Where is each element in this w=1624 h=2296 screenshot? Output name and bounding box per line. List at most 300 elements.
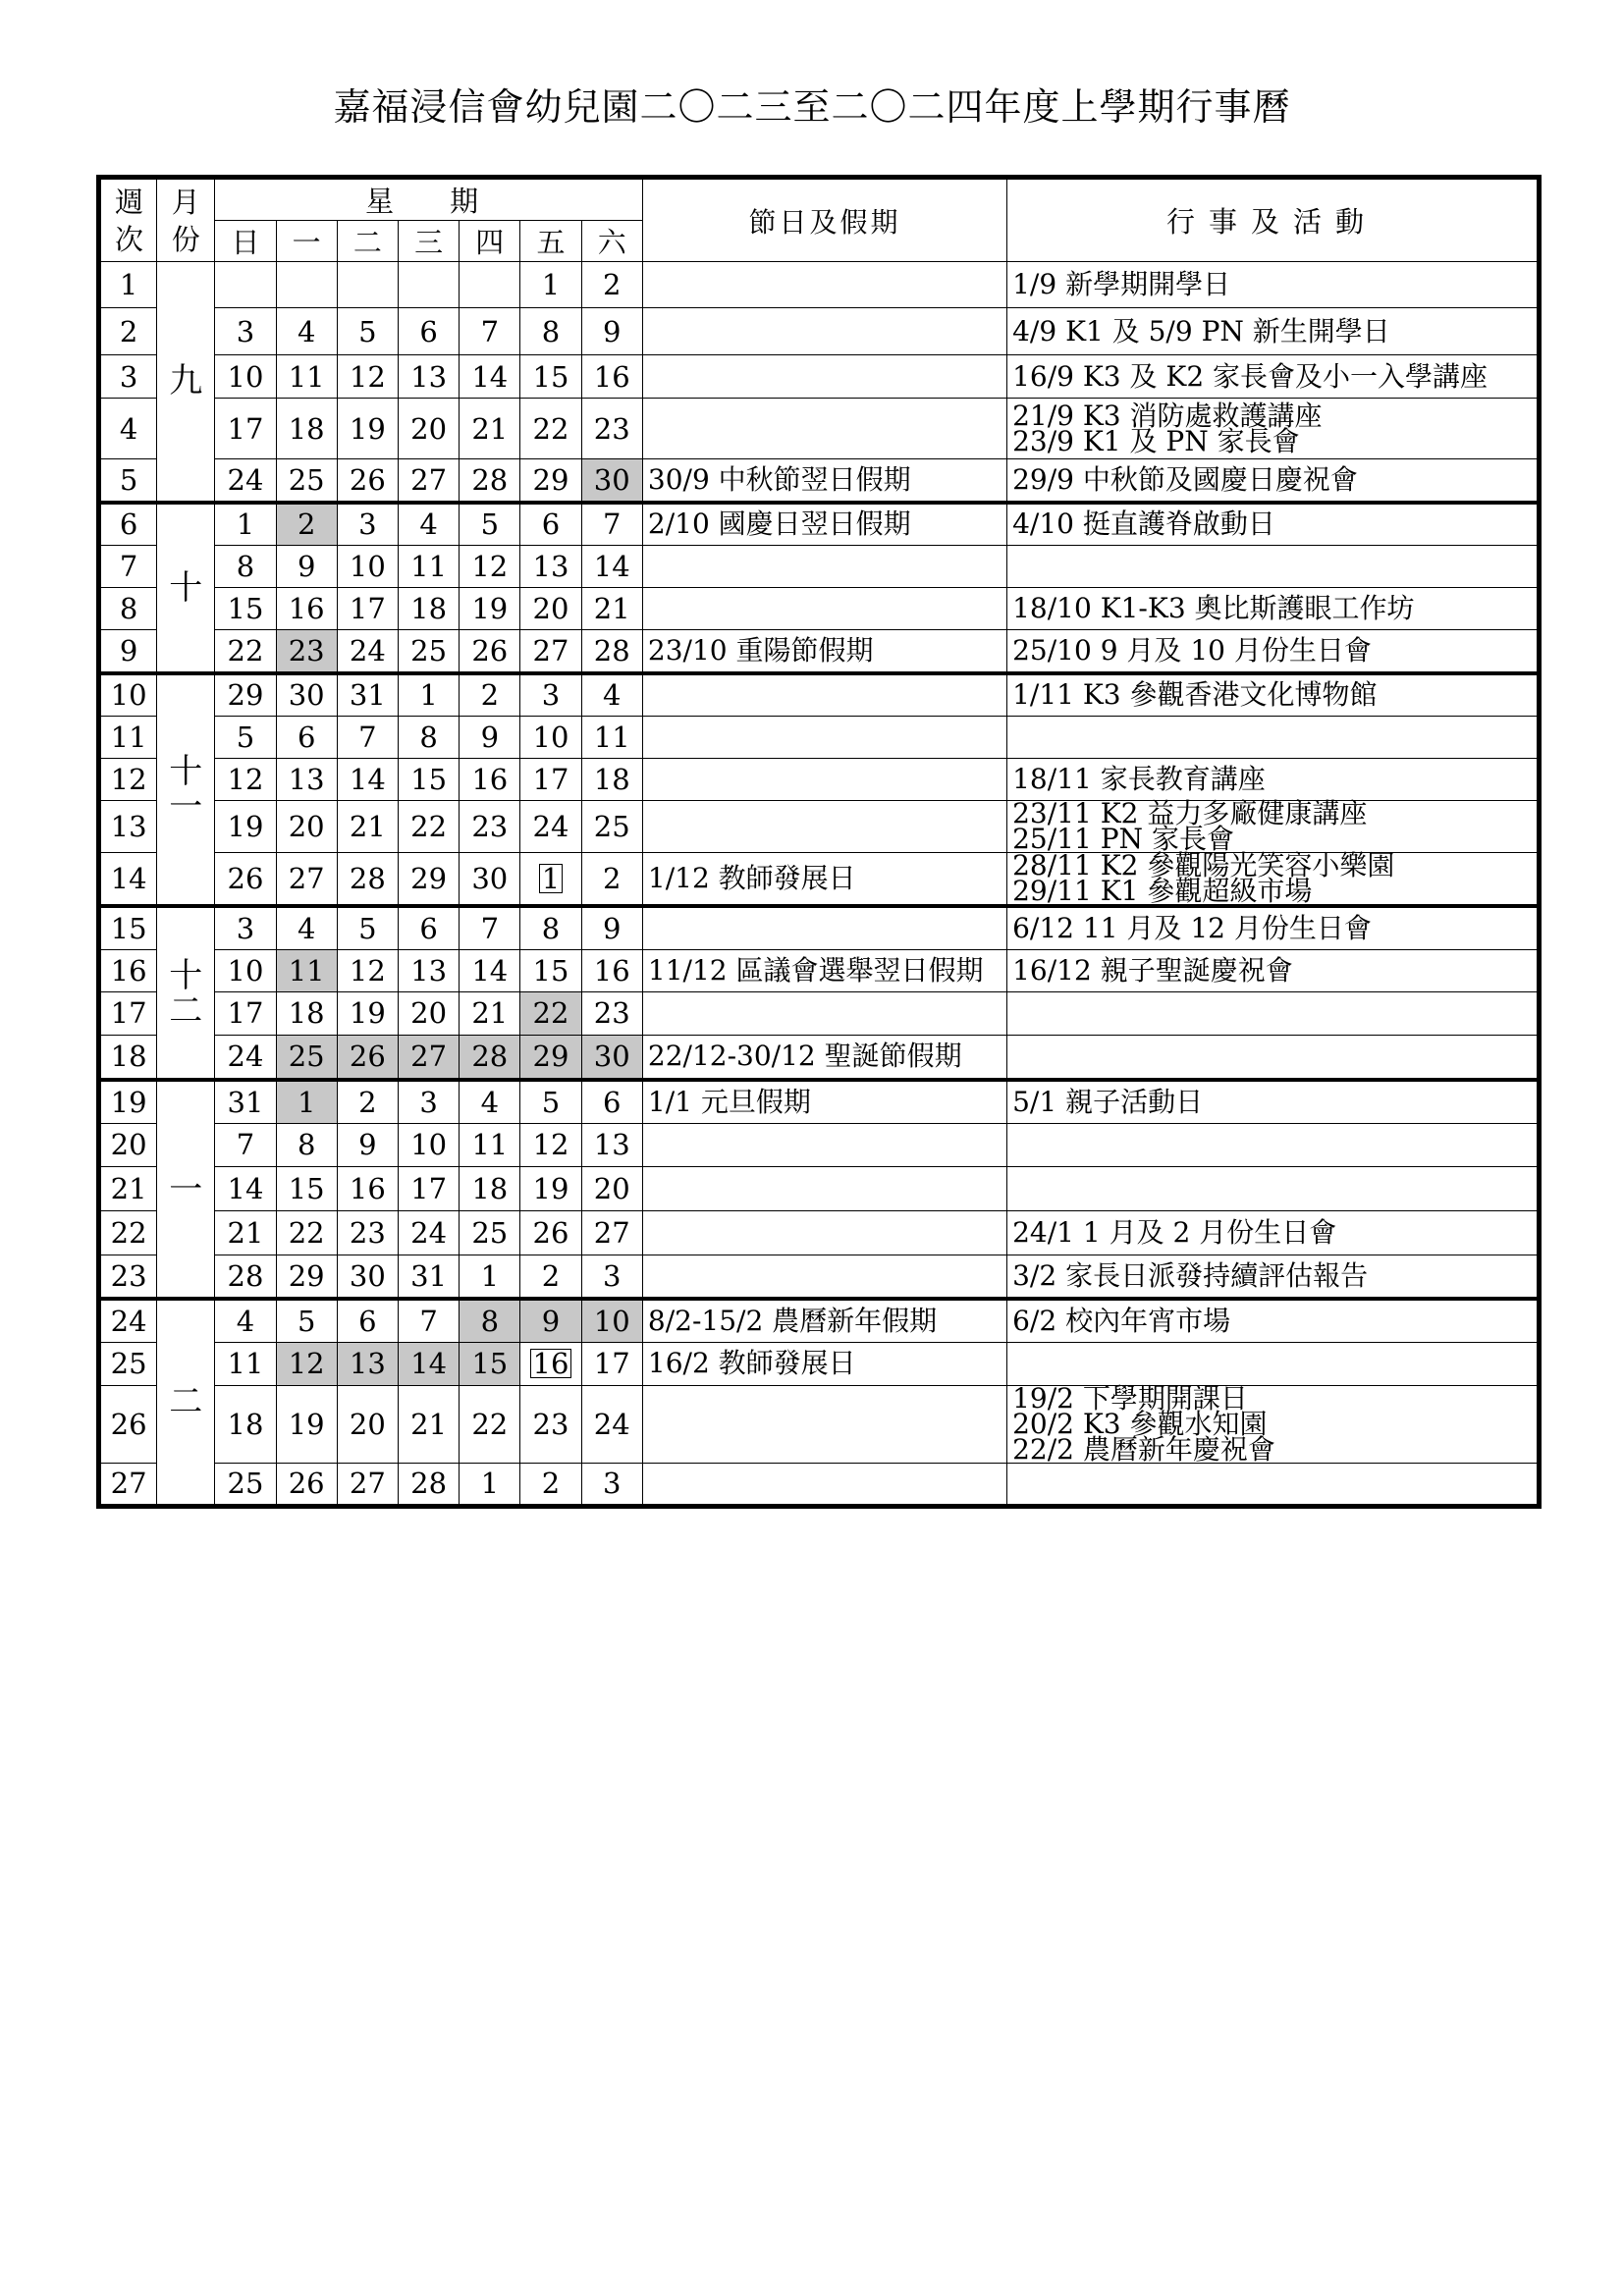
day-cell: 20 bbox=[398, 399, 459, 459]
week-number: 10 bbox=[99, 673, 157, 717]
week-row bbox=[99, 1385, 1540, 1463]
day-cell: 9 bbox=[460, 717, 520, 759]
holiday-cell bbox=[642, 262, 1006, 308]
day-cell: 23 bbox=[337, 1210, 398, 1255]
day-cell: 12 bbox=[215, 759, 276, 801]
week-row bbox=[99, 1463, 1540, 1506]
day-cell: 5 bbox=[520, 1080, 581, 1123]
day-cell: 23 bbox=[581, 991, 642, 1035]
holiday-cell bbox=[642, 1385, 1006, 1463]
activity-item: 6/2 校內年宵市場 bbox=[1012, 1304, 1231, 1337]
holiday-day-cell: 12 bbox=[276, 1342, 337, 1385]
day-cell: 19 bbox=[276, 1385, 337, 1463]
day-cell: 2 bbox=[581, 262, 642, 308]
week-row bbox=[99, 1210, 1540, 1255]
holiday-cell bbox=[642, 308, 1006, 355]
day-cell bbox=[276, 262, 337, 308]
day-cell: 12 bbox=[337, 949, 398, 991]
week-number: 16 bbox=[99, 949, 157, 991]
day-cell: 4 bbox=[398, 503, 459, 546]
day-cell: 16 bbox=[581, 355, 642, 399]
day-cell: 10 bbox=[215, 355, 276, 399]
header-weekday: 五 bbox=[520, 221, 581, 262]
day-cell: 27 bbox=[398, 459, 459, 503]
holiday-cell bbox=[642, 1463, 1006, 1506]
day-cell: 2 bbox=[581, 853, 642, 907]
holiday-cell bbox=[642, 1255, 1006, 1299]
day-cell: 18 bbox=[581, 759, 642, 801]
day-cell: 11 bbox=[398, 546, 459, 588]
day-cell: 25 bbox=[581, 801, 642, 853]
week-number: 23 bbox=[99, 1255, 157, 1299]
activity-item: 16/12 親子聖誕慶祝會 bbox=[1012, 953, 1293, 987]
day-cell: 22 bbox=[460, 1385, 520, 1463]
holiday-day-cell: 22 bbox=[520, 991, 581, 1035]
day-cell: 28 bbox=[581, 630, 642, 673]
activity-item: 20/2 K3 參觀水知園 bbox=[1012, 1407, 1268, 1440]
holiday-cell bbox=[642, 355, 1006, 399]
week-number: 12 bbox=[99, 759, 157, 801]
day-cell: 3 bbox=[581, 1255, 642, 1299]
holiday-cell bbox=[642, 991, 1006, 1035]
day-cell: 25 bbox=[215, 1463, 276, 1506]
day-cell: 24 bbox=[337, 630, 398, 673]
holiday-day-cell: 10 bbox=[581, 1299, 642, 1342]
week-number: 14 bbox=[99, 853, 157, 907]
activity-item: 23/9 K1 及 PN 家長會 bbox=[1012, 424, 1300, 457]
day-cell: 1 bbox=[460, 1255, 520, 1299]
day-cell: 16 bbox=[581, 949, 642, 991]
holiday-cell: 1/12 教師發展日 bbox=[642, 853, 1006, 907]
day-cell: 20 bbox=[276, 801, 337, 853]
day-cell: 23 bbox=[581, 399, 642, 459]
activity-item: 23/11 K2 益力多廠健康講座 bbox=[1012, 797, 1368, 829]
day-cell: 1 bbox=[460, 1463, 520, 1506]
activity-item: 25/11 PN 家長會 bbox=[1012, 823, 1234, 855]
day-cell bbox=[337, 262, 398, 308]
header-weekday: 六 bbox=[581, 221, 642, 262]
month-label: 十一 bbox=[157, 673, 215, 907]
week-row bbox=[99, 459, 1540, 503]
day-cell: 28 bbox=[337, 853, 398, 907]
holiday-cell bbox=[642, 1210, 1006, 1255]
activity-item: 25/10 9 月及 10 月份生日會 bbox=[1012, 633, 1372, 667]
day-cell: 3 bbox=[520, 673, 581, 717]
day-cell: 5 bbox=[276, 1299, 337, 1342]
day-cell: 3 bbox=[581, 1463, 642, 1506]
day-cell: 18 bbox=[276, 991, 337, 1035]
activities-cell bbox=[1007, 546, 1540, 588]
day-cell: 25 bbox=[460, 1210, 520, 1255]
week-row bbox=[99, 262, 1540, 308]
day-cell: 26 bbox=[276, 1463, 337, 1506]
holiday-cell bbox=[642, 1123, 1006, 1166]
day-cell bbox=[520, 1342, 581, 1385]
day-cell: 29 bbox=[398, 853, 459, 907]
activity-item: 18/11 家長教育講座 bbox=[1012, 763, 1266, 795]
day-cell: 27 bbox=[581, 1210, 642, 1255]
day-cell: 24 bbox=[520, 801, 581, 853]
holiday-cell bbox=[642, 801, 1006, 853]
day-cell: 18 bbox=[215, 1385, 276, 1463]
activities-cell bbox=[1007, 1035, 1540, 1080]
header-weekday: 日 bbox=[215, 221, 276, 262]
holiday-day-cell: 13 bbox=[337, 1342, 398, 1385]
holiday-day-cell: 11 bbox=[276, 949, 337, 991]
activities-cell bbox=[1007, 949, 1540, 991]
activities-cell bbox=[1007, 262, 1540, 308]
activities-cell bbox=[1007, 588, 1540, 630]
week-row bbox=[99, 949, 1540, 991]
day-cell: 23 bbox=[460, 801, 520, 853]
activities-cell bbox=[1007, 759, 1540, 801]
week-number: 2 bbox=[99, 308, 157, 355]
day-cell: 21 bbox=[460, 991, 520, 1035]
day-cell: 1 bbox=[398, 673, 459, 717]
day-cell: 10 bbox=[520, 717, 581, 759]
day-cell: 6 bbox=[337, 1299, 398, 1342]
day-cell: 3 bbox=[337, 503, 398, 546]
day-cell: 18 bbox=[460, 1166, 520, 1210]
week-row bbox=[99, 1299, 1540, 1342]
day-cell: 27 bbox=[520, 630, 581, 673]
day-cell: 26 bbox=[215, 853, 276, 907]
day-cell bbox=[215, 262, 276, 308]
week-row bbox=[99, 853, 1540, 907]
day-cell: 24 bbox=[215, 459, 276, 503]
holiday-day-cell: 25 bbox=[276, 1035, 337, 1080]
day-cell: 7 bbox=[215, 1123, 276, 1166]
day-cell: 30 bbox=[276, 673, 337, 717]
holiday-cell: 1/1 元旦假期 bbox=[642, 1080, 1006, 1123]
week-row bbox=[99, 630, 1540, 673]
holiday-day-cell: 30 bbox=[581, 459, 642, 503]
day-cell: 8 bbox=[520, 906, 581, 949]
day-cell: 6 bbox=[398, 308, 459, 355]
holiday-day-cell: 28 bbox=[460, 1035, 520, 1080]
day-cell: 19 bbox=[215, 801, 276, 853]
day-cell: 5 bbox=[460, 503, 520, 546]
day-cell: 29 bbox=[215, 673, 276, 717]
week-number: 3 bbox=[99, 355, 157, 399]
week-number: 6 bbox=[99, 503, 157, 546]
day-cell: 22 bbox=[520, 399, 581, 459]
week-number: 17 bbox=[99, 991, 157, 1035]
header-week: 週次 bbox=[99, 178, 157, 262]
week-row bbox=[99, 1123, 1540, 1166]
week-row bbox=[99, 1035, 1540, 1080]
day-cell bbox=[520, 853, 581, 907]
month-label: 二 bbox=[157, 1299, 215, 1506]
day-cell: 7 bbox=[460, 308, 520, 355]
day-cell: 14 bbox=[460, 355, 520, 399]
week-row bbox=[99, 1342, 1540, 1385]
day-cell: 28 bbox=[398, 1463, 459, 1506]
day-cell: 6 bbox=[398, 906, 459, 949]
day-cell: 14 bbox=[581, 546, 642, 588]
day-cell: 24 bbox=[581, 1385, 642, 1463]
holiday-day-cell: 8 bbox=[460, 1299, 520, 1342]
day-cell: 5 bbox=[337, 906, 398, 949]
day-cell: 19 bbox=[337, 991, 398, 1035]
day-cell: 25 bbox=[276, 459, 337, 503]
activity-item: 16/9 K3 及 K2 家長會及小一入學講座 bbox=[1012, 359, 1489, 393]
activity-item: 29/9 中秋節及國慶日慶祝會 bbox=[1012, 462, 1358, 496]
week-row bbox=[99, 759, 1540, 801]
activity-item: 18/10 K1-K3 奧比斯護眼工作坊 bbox=[1012, 592, 1415, 624]
holiday-cell: 8/2-15/2 農曆新年假期 bbox=[642, 1299, 1006, 1342]
day-cell: 22 bbox=[276, 1210, 337, 1255]
header-activities: 行事及活動 bbox=[1007, 178, 1540, 262]
holiday-cell bbox=[642, 546, 1006, 588]
calendar-table bbox=[96, 175, 1542, 1509]
holiday-cell: 22/12-30/12 聖誕節假期 bbox=[642, 1035, 1006, 1080]
activities-cell bbox=[1007, 1080, 1540, 1123]
day-cell: 15 bbox=[520, 355, 581, 399]
day-cell: 27 bbox=[276, 853, 337, 907]
holiday-day-cell: 9 bbox=[520, 1299, 581, 1342]
activities-cell bbox=[1007, 1299, 1540, 1342]
header-weekday: 二 bbox=[337, 221, 398, 262]
day-cell: 4 bbox=[276, 906, 337, 949]
holiday-day-cell: 29 bbox=[520, 1035, 581, 1080]
day-cell: 15 bbox=[398, 759, 459, 801]
week-row bbox=[99, 355, 1540, 399]
holiday-cell: 30/9 中秋節翌日假期 bbox=[642, 459, 1006, 503]
day-cell: 10 bbox=[398, 1123, 459, 1166]
day-cell: 9 bbox=[276, 546, 337, 588]
day-cell: 15 bbox=[520, 949, 581, 991]
day-cell: 31 bbox=[398, 1255, 459, 1299]
day-cell: 5 bbox=[215, 717, 276, 759]
day-cell: 21 bbox=[215, 1210, 276, 1255]
activities-cell bbox=[1007, 399, 1540, 459]
day-cell: 12 bbox=[337, 355, 398, 399]
day-cell: 7 bbox=[460, 906, 520, 949]
holiday-day-cell: 15 bbox=[460, 1342, 520, 1385]
day-cell: 13 bbox=[581, 1123, 642, 1166]
header-weekday: 一 bbox=[276, 221, 337, 262]
day-cell: 24 bbox=[398, 1210, 459, 1255]
day-cell: 25 bbox=[398, 630, 459, 673]
day-cell: 5 bbox=[337, 308, 398, 355]
holiday-cell bbox=[642, 759, 1006, 801]
day-cell: 8 bbox=[520, 308, 581, 355]
day-cell: 19 bbox=[460, 588, 520, 630]
week-row bbox=[99, 991, 1540, 1035]
month-label: 十 bbox=[157, 503, 215, 673]
day-cell: 12 bbox=[520, 1123, 581, 1166]
week-row bbox=[99, 308, 1540, 355]
page-title: 嘉福浸信會幼兒園二〇二三至二〇二四年度上學期行事曆 bbox=[333, 85, 1291, 129]
week-number: 13 bbox=[99, 801, 157, 853]
day-cell: 17 bbox=[520, 759, 581, 801]
day-cell: 31 bbox=[215, 1080, 276, 1123]
day-cell: 7 bbox=[398, 1299, 459, 1342]
day-cell: 13 bbox=[276, 759, 337, 801]
week-row bbox=[99, 717, 1540, 759]
day-cell: 23 bbox=[520, 1385, 581, 1463]
holiday-cell bbox=[642, 673, 1006, 717]
week-row bbox=[99, 801, 1540, 853]
day-cell: 10 bbox=[337, 546, 398, 588]
activities-cell bbox=[1007, 630, 1540, 673]
week-row bbox=[99, 399, 1540, 459]
holiday-cell bbox=[642, 1166, 1006, 1210]
activity-item: 4/9 K1 及 5/9 PN 新生開學日 bbox=[1012, 314, 1390, 347]
day-cell: 28 bbox=[460, 459, 520, 503]
day-cell: 27 bbox=[337, 1463, 398, 1506]
day-cell: 11 bbox=[460, 1123, 520, 1166]
day-cell: 3 bbox=[215, 906, 276, 949]
day-cell: 14 bbox=[215, 1166, 276, 1210]
activities-cell bbox=[1007, 1463, 1540, 1506]
teacher-development-day: 16 bbox=[530, 1349, 572, 1378]
day-cell: 17 bbox=[215, 399, 276, 459]
activities-cell bbox=[1007, 1123, 1540, 1166]
day-cell: 17 bbox=[398, 1166, 459, 1210]
day-cell: 18 bbox=[276, 399, 337, 459]
holiday-cell bbox=[642, 588, 1006, 630]
day-cell: 4 bbox=[215, 1299, 276, 1342]
day-cell: 22 bbox=[398, 801, 459, 853]
holiday-cell bbox=[642, 717, 1006, 759]
day-cell: 17 bbox=[581, 1342, 642, 1385]
activities-cell bbox=[1007, 991, 1540, 1035]
activity-item: 19/2 下學期開課日 bbox=[1012, 1381, 1248, 1415]
week-number: 21 bbox=[99, 1166, 157, 1210]
week-number: 25 bbox=[99, 1342, 157, 1385]
day-cell: 21 bbox=[337, 801, 398, 853]
day-cell: 31 bbox=[337, 673, 398, 717]
day-cell: 16 bbox=[460, 759, 520, 801]
day-cell: 21 bbox=[460, 399, 520, 459]
day-cell: 13 bbox=[520, 546, 581, 588]
day-cell: 26 bbox=[520, 1210, 581, 1255]
activities-cell bbox=[1007, 717, 1540, 759]
day-cell: 16 bbox=[276, 588, 337, 630]
day-cell: 2 bbox=[337, 1080, 398, 1123]
activity-item: 1/11 K3 參觀香港文化博物館 bbox=[1012, 678, 1378, 712]
day-cell: 4 bbox=[460, 1080, 520, 1123]
month-label: 十二 bbox=[157, 906, 215, 1080]
holiday-day-cell: 2 bbox=[276, 503, 337, 546]
day-cell: 15 bbox=[276, 1166, 337, 1210]
day-cell: 9 bbox=[337, 1123, 398, 1166]
week-row bbox=[99, 906, 1540, 949]
day-cell: 30 bbox=[337, 1255, 398, 1299]
week-number: 8 bbox=[99, 588, 157, 630]
day-cell: 6 bbox=[520, 503, 581, 546]
day-cell: 22 bbox=[215, 630, 276, 673]
week-number: 18 bbox=[99, 1035, 157, 1080]
day-cell: 11 bbox=[276, 355, 337, 399]
holiday-cell: 23/10 重陽節假期 bbox=[642, 630, 1006, 673]
week-row bbox=[99, 588, 1540, 630]
holiday-cell: 2/10 國慶日翌日假期 bbox=[642, 503, 1006, 546]
day-cell: 18 bbox=[398, 588, 459, 630]
day-cell: 14 bbox=[337, 759, 398, 801]
day-cell: 9 bbox=[581, 308, 642, 355]
activities-cell bbox=[1007, 1210, 1540, 1255]
day-cell: 12 bbox=[460, 546, 520, 588]
day-cell: 21 bbox=[398, 1385, 459, 1463]
activities-cell bbox=[1007, 849, 1540, 907]
holiday-cell bbox=[642, 906, 1006, 949]
day-cell: 17 bbox=[337, 588, 398, 630]
activity-item: 6/12 11 月及 12 月份生日會 bbox=[1012, 911, 1372, 944]
activity-item: 22/2 農曆新年慶祝會 bbox=[1012, 1432, 1275, 1466]
holiday-day-cell: 23 bbox=[276, 630, 337, 673]
day-cell: 1 bbox=[520, 262, 581, 308]
day-cell: 4 bbox=[276, 308, 337, 355]
day-cell: 19 bbox=[337, 399, 398, 459]
week-number: 1 bbox=[99, 262, 157, 308]
day-cell: 11 bbox=[581, 717, 642, 759]
day-cell: 8 bbox=[398, 717, 459, 759]
activities-cell bbox=[1007, 308, 1540, 355]
day-cell: 30 bbox=[460, 853, 520, 907]
header-weekday-group: 星 期 bbox=[215, 178, 643, 221]
day-cell: 13 bbox=[398, 355, 459, 399]
activities-cell bbox=[1007, 503, 1540, 546]
month-label: 一 bbox=[157, 1080, 215, 1299]
day-cell: 29 bbox=[276, 1255, 337, 1299]
day-cell: 8 bbox=[276, 1123, 337, 1166]
header-holidays: 節日及假期 bbox=[642, 178, 1006, 262]
month-label: 九 bbox=[157, 262, 215, 503]
activity-item: 3/2 家長日派發持續評估報告 bbox=[1012, 1258, 1369, 1292]
day-cell: 2 bbox=[520, 1255, 581, 1299]
week-number: 11 bbox=[99, 717, 157, 759]
day-cell: 8 bbox=[215, 546, 276, 588]
day-cell: 16 bbox=[337, 1166, 398, 1210]
activity-item: 4/10 挺直護脊啟動日 bbox=[1012, 507, 1275, 541]
holiday-day-cell: 27 bbox=[398, 1035, 459, 1080]
day-cell: 19 bbox=[520, 1166, 581, 1210]
day-cell: 7 bbox=[581, 503, 642, 546]
week-number: 7 bbox=[99, 546, 157, 588]
week-number: 19 bbox=[99, 1080, 157, 1123]
activities-cell bbox=[1007, 906, 1540, 949]
week-number: 5 bbox=[99, 459, 157, 503]
holiday-cell bbox=[642, 399, 1006, 459]
header-weekday: 四 bbox=[460, 221, 520, 262]
day-cell: 10 bbox=[215, 949, 276, 991]
header-weekday: 三 bbox=[398, 221, 459, 262]
day-cell: 6 bbox=[276, 717, 337, 759]
day-cell: 26 bbox=[337, 459, 398, 503]
activities-cell bbox=[1007, 797, 1540, 855]
day-cell bbox=[398, 262, 459, 308]
day-cell: 17 bbox=[215, 991, 276, 1035]
activities-cell bbox=[1007, 1342, 1540, 1385]
day-cell: 13 bbox=[398, 949, 459, 991]
day-cell: 21 bbox=[581, 588, 642, 630]
week-number: 26 bbox=[99, 1385, 157, 1463]
week-number: 27 bbox=[99, 1463, 157, 1506]
week-row bbox=[99, 1255, 1540, 1299]
week-number: 22 bbox=[99, 1210, 157, 1255]
activity-item: 24/1 1 月及 2 月份生日會 bbox=[1012, 1215, 1337, 1249]
teacher-development-day: 1 bbox=[539, 864, 563, 893]
activities-cell bbox=[1007, 673, 1540, 717]
activity-item: 21/9 K3 消防處救護講座 bbox=[1012, 399, 1323, 432]
day-cell: 4 bbox=[581, 673, 642, 717]
activity-item: 1/9 新學期開學日 bbox=[1012, 268, 1231, 300]
holiday-cell: 16/2 教師發展日 bbox=[642, 1342, 1006, 1385]
day-cell: 2 bbox=[460, 673, 520, 717]
